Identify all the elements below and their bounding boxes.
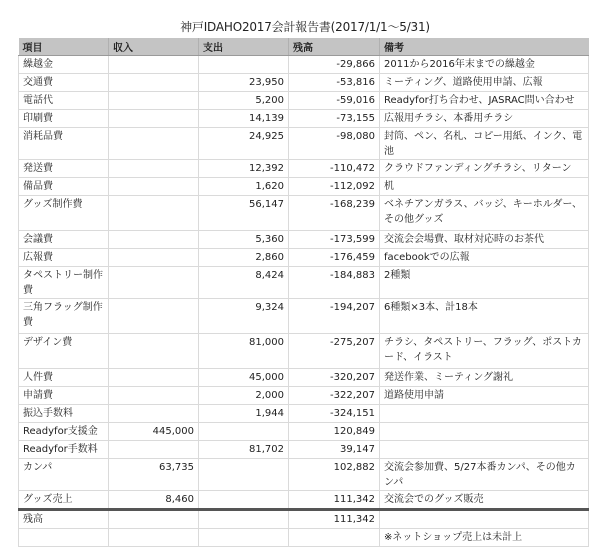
table-row	[19, 423, 589, 441]
cell-expense: 56,147	[199, 196, 289, 231]
cell-balance: 111,342	[289, 491, 380, 510]
cell-balance: -29,866	[289, 56, 380, 74]
cell-expense: 1,944	[199, 405, 289, 423]
cell-note: 6種類×3本、計18本	[380, 299, 589, 334]
table-row	[19, 459, 589, 491]
cell-item: 三角フラッグ制作費	[19, 299, 109, 334]
cell-expense: 5,360	[199, 231, 289, 249]
cell-note	[380, 423, 589, 441]
cell-note: ミーティング、道路使用申請、広報	[380, 74, 589, 92]
cell-item: グッズ制作費	[19, 196, 109, 231]
cell-item: デザイン費	[19, 334, 109, 369]
cell-expense	[199, 491, 289, 510]
table-row	[19, 299, 589, 334]
cell-note: ベネチアンガラス、バッジ、キーホルダー、その他グッズ	[380, 196, 589, 231]
table-row	[19, 231, 589, 249]
cell-expense: 1,620	[199, 178, 289, 196]
header-note: 備考	[380, 38, 589, 56]
cell-item: Readyfor手数料	[19, 441, 109, 459]
cell-expense	[199, 56, 289, 74]
cell-income	[109, 369, 199, 387]
cell-expense	[199, 459, 289, 491]
cell-note: 2011から2016年末までの繰越金	[380, 56, 589, 74]
cell-income: 445,000	[109, 423, 199, 441]
table-row	[19, 387, 589, 405]
footnote-balance	[289, 529, 380, 547]
cell-income	[109, 334, 199, 369]
cell-item: 広報費	[19, 249, 109, 267]
cell-income	[109, 110, 199, 128]
table-row	[19, 334, 589, 369]
cell-note: 交流会会場費、取材対応時のお茶代	[380, 231, 589, 249]
cell-expense: 8,424	[199, 267, 289, 299]
cell-income	[109, 267, 199, 299]
cell-balance: -176,459	[289, 249, 380, 267]
footnote-note: ※ネットショップ売上は未計上	[380, 529, 589, 547]
accounting-table	[18, 38, 589, 547]
cell-income	[109, 56, 199, 74]
cell-income	[109, 92, 199, 110]
cell-expense: 14,139	[199, 110, 289, 128]
cell-note: 交流会参加費、5/27本番カンパ、その他カンパ	[380, 459, 589, 491]
cell-balance: 102,882	[289, 459, 380, 491]
cell-note: 封筒、ペン、名札、コピー用紙、インク、電池	[380, 128, 589, 160]
cell-income	[109, 249, 199, 267]
cell-balance: -168,239	[289, 196, 380, 231]
table-row	[19, 441, 589, 459]
cell-expense: 24,925	[199, 128, 289, 160]
footnote-expense	[199, 529, 289, 547]
table-row	[19, 369, 589, 387]
header-income: 収入	[109, 38, 199, 56]
cell-item: 消耗品費	[19, 128, 109, 160]
cell-expense: 12,392	[199, 160, 289, 178]
cell-expense	[199, 423, 289, 441]
cell-item: カンパ	[19, 459, 109, 491]
cell-income	[109, 74, 199, 92]
cell-item: 会議費	[19, 231, 109, 249]
cell-balance: -110,472	[289, 160, 380, 178]
cell-balance: -275,207	[289, 334, 380, 369]
cell-income	[109, 231, 199, 249]
table-row	[19, 56, 589, 74]
table-row	[19, 178, 589, 196]
cell-income	[109, 160, 199, 178]
cell-income	[109, 178, 199, 196]
cell-balance: 120,849	[289, 423, 380, 441]
table-row	[19, 196, 589, 231]
cell-expense: 2,000	[199, 387, 289, 405]
table-row	[19, 267, 589, 299]
cell-balance: -324,151	[289, 405, 380, 423]
cell-note: 道路使用申請	[380, 387, 589, 405]
table-row	[19, 74, 589, 92]
total-row	[19, 510, 589, 529]
cell-expense: 81,000	[199, 334, 289, 369]
footnote-item	[19, 529, 109, 547]
cell-expense: 45,000	[199, 369, 289, 387]
cell-expense: 9,324	[199, 299, 289, 334]
cell-expense: 2,860	[199, 249, 289, 267]
total-income	[109, 510, 199, 529]
header-item: 項目	[19, 38, 109, 56]
footnote-income	[109, 529, 199, 547]
total-expense	[199, 510, 289, 529]
cell-item: 発送費	[19, 160, 109, 178]
cell-item: グッズ売上	[19, 491, 109, 510]
table-row	[19, 128, 589, 160]
table-row	[19, 160, 589, 178]
cell-note: 机	[380, 178, 589, 196]
document-title: 神戸IDAHO2017会計報告書(2017/1/1〜5/31)	[180, 20, 430, 34]
cell-expense: 23,950	[199, 74, 289, 92]
cell-note	[380, 405, 589, 423]
cell-expense: 81,702	[199, 441, 289, 459]
cell-income	[109, 128, 199, 160]
cell-note: Readyfor打ち合わせ、JASRAC問い合わせ	[380, 92, 589, 110]
table-row	[19, 92, 589, 110]
cell-item: 繰越金	[19, 56, 109, 74]
cell-expense: 5,200	[199, 92, 289, 110]
cell-income	[109, 441, 199, 459]
cell-item: 印刷費	[19, 110, 109, 128]
cell-note	[380, 441, 589, 459]
cell-balance: -194,207	[289, 299, 380, 334]
total-label: 残高	[19, 510, 109, 529]
header-balance: 残高	[289, 38, 380, 56]
cell-item: Readyfor支援金	[19, 423, 109, 441]
cell-balance: -112,092	[289, 178, 380, 196]
cell-note: facebookでの広報	[380, 249, 589, 267]
cell-note: 2種類	[380, 267, 589, 299]
cell-note: 交流会でのグッズ販売	[380, 491, 589, 510]
cell-item: 備品費	[19, 178, 109, 196]
total-balance: 111,342	[289, 510, 380, 529]
cell-balance: -98,080	[289, 128, 380, 160]
table-header-row	[19, 38, 589, 56]
header-expense: 支出	[199, 38, 289, 56]
cell-balance: -53,816	[289, 74, 380, 92]
cell-note: 発送作業、ミーティング謝礼	[380, 369, 589, 387]
cell-income	[109, 299, 199, 334]
cell-income	[109, 196, 199, 231]
cell-item: 電話代	[19, 92, 109, 110]
footnote-row	[19, 529, 589, 547]
table-row	[19, 249, 589, 267]
cell-item: 申請費	[19, 387, 109, 405]
table-row	[19, 110, 589, 128]
cell-item: 交通費	[19, 74, 109, 92]
cell-item: タペストリー制作費	[19, 267, 109, 299]
cell-balance: -59,016	[289, 92, 380, 110]
cell-note: 広報用チラシ、本番用チラシ	[380, 110, 589, 128]
cell-balance: 39,147	[289, 441, 380, 459]
cell-income: 8,460	[109, 491, 199, 510]
cell-income	[109, 405, 199, 423]
cell-income: 63,735	[109, 459, 199, 491]
cell-balance: -184,883	[289, 267, 380, 299]
cell-balance: -73,155	[289, 110, 380, 128]
cell-balance: -320,207	[289, 369, 380, 387]
cell-balance: -322,207	[289, 387, 380, 405]
table-row	[19, 405, 589, 423]
table-row	[19, 491, 589, 510]
cell-note: チラシ、タペストリー、フラッグ、ポストカード、イラスト	[380, 334, 589, 369]
cell-item: 人件費	[19, 369, 109, 387]
cell-note: クラウドファンディングチラシ、リターン	[380, 160, 589, 178]
cell-item: 振込手数料	[19, 405, 109, 423]
cell-income	[109, 387, 199, 405]
total-note	[380, 510, 589, 529]
cell-balance: -173,599	[289, 231, 380, 249]
